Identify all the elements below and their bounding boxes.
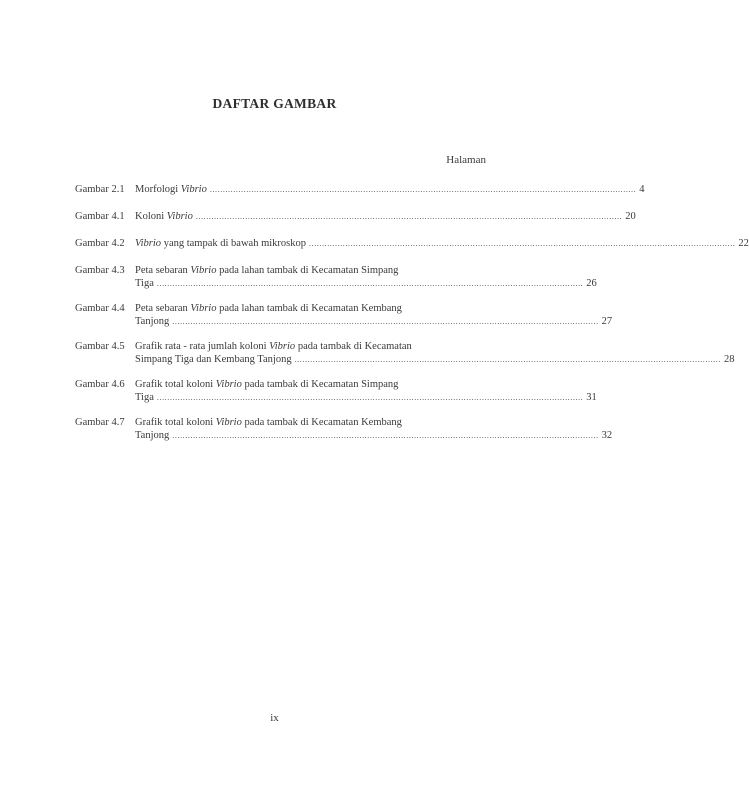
figure-page: 4 xyxy=(639,184,645,195)
figure-entry xyxy=(75,378,597,416)
figure-entry xyxy=(75,210,636,237)
figure-entry xyxy=(75,237,749,264)
figure-caption: Vibrio yang tampak di bawah mikroskop xyxy=(135,238,306,249)
figure-label: Gambar 4.6 xyxy=(75,379,125,390)
figure-caption: Grafik total koloni Vibrio pada tambak di Kecamatan Simpang xyxy=(135,379,399,390)
figure-entry xyxy=(75,302,613,340)
figure-page: 31 xyxy=(586,392,597,403)
figure-caption-continued: Simpang Tiga dan Kembang Tanjong xyxy=(135,354,292,365)
figure-caption: Morfologi Vibrio xyxy=(135,184,207,195)
leader-dots: .................................................................................................................................................................... xyxy=(195,212,623,221)
page-column-header: Halaman xyxy=(446,154,486,166)
figure-list xyxy=(75,183,749,454)
figure-entry xyxy=(75,416,613,454)
figure-label: Gambar 4.7 xyxy=(75,417,125,428)
page-number: ix xyxy=(270,712,279,724)
figure-caption: Peta sebaran Vibrio pada lahan tambak di Kecamatan Simpang xyxy=(135,265,399,276)
figure-caption-continued: Tiga xyxy=(135,392,154,403)
figure-caption: Grafik rata - rata jumlah koloni Vibrio pada tambak di Kecamatan xyxy=(135,341,412,352)
figure-caption: Peta sebaran Vibrio pada lahan tambak di Kecamatan Kembang xyxy=(135,303,402,314)
figure-label: Gambar 4.1 xyxy=(75,211,125,222)
figure-caption-continued: Tiga xyxy=(135,278,154,289)
leader-dots: .................................................................................................................................................................... xyxy=(156,279,584,288)
page-title: DAFTAR GAMBAR xyxy=(212,96,337,111)
leader-dots: .................................................................................................................................................................... xyxy=(172,317,599,326)
figure-page: 32 xyxy=(601,430,613,441)
figure-label: Gambar 4.5 xyxy=(75,341,125,352)
figure-entry xyxy=(75,183,645,210)
figure-label: Gambar 4.4 xyxy=(75,303,125,314)
leader-dots: .................................................................................................................................................................... xyxy=(156,393,584,402)
figure-page: 22 xyxy=(738,238,749,249)
figure-page: 28 xyxy=(723,354,735,365)
leader-dots: .................................................................................................................................................................... xyxy=(209,185,637,194)
figure-caption: Grafik total koloni Vibrio pada tambak di Kecamatan Kembang xyxy=(135,417,402,428)
figure-label: Gambar 2.1 xyxy=(75,184,125,195)
leader-dots: .................................................................................................................................................................... xyxy=(172,431,599,440)
figure-label: Gambar 4.3 xyxy=(75,265,125,276)
figure-caption: Koloni Vibrio xyxy=(135,211,193,222)
leader-dots: .................................................................................................................................................................... xyxy=(309,239,736,248)
figure-entry xyxy=(75,264,597,302)
leader-dots: .................................................................................................................................................................... xyxy=(294,355,721,364)
figure-label: Gambar 4.2 xyxy=(75,238,125,249)
figure-page: 20 xyxy=(625,211,636,222)
figure-caption-continued: Tanjong xyxy=(135,430,170,441)
figure-caption-continued: Tanjong xyxy=(135,316,170,327)
figure-page: 27 xyxy=(601,316,613,327)
figure-entry xyxy=(75,340,735,378)
figure-page: 26 xyxy=(586,278,597,289)
